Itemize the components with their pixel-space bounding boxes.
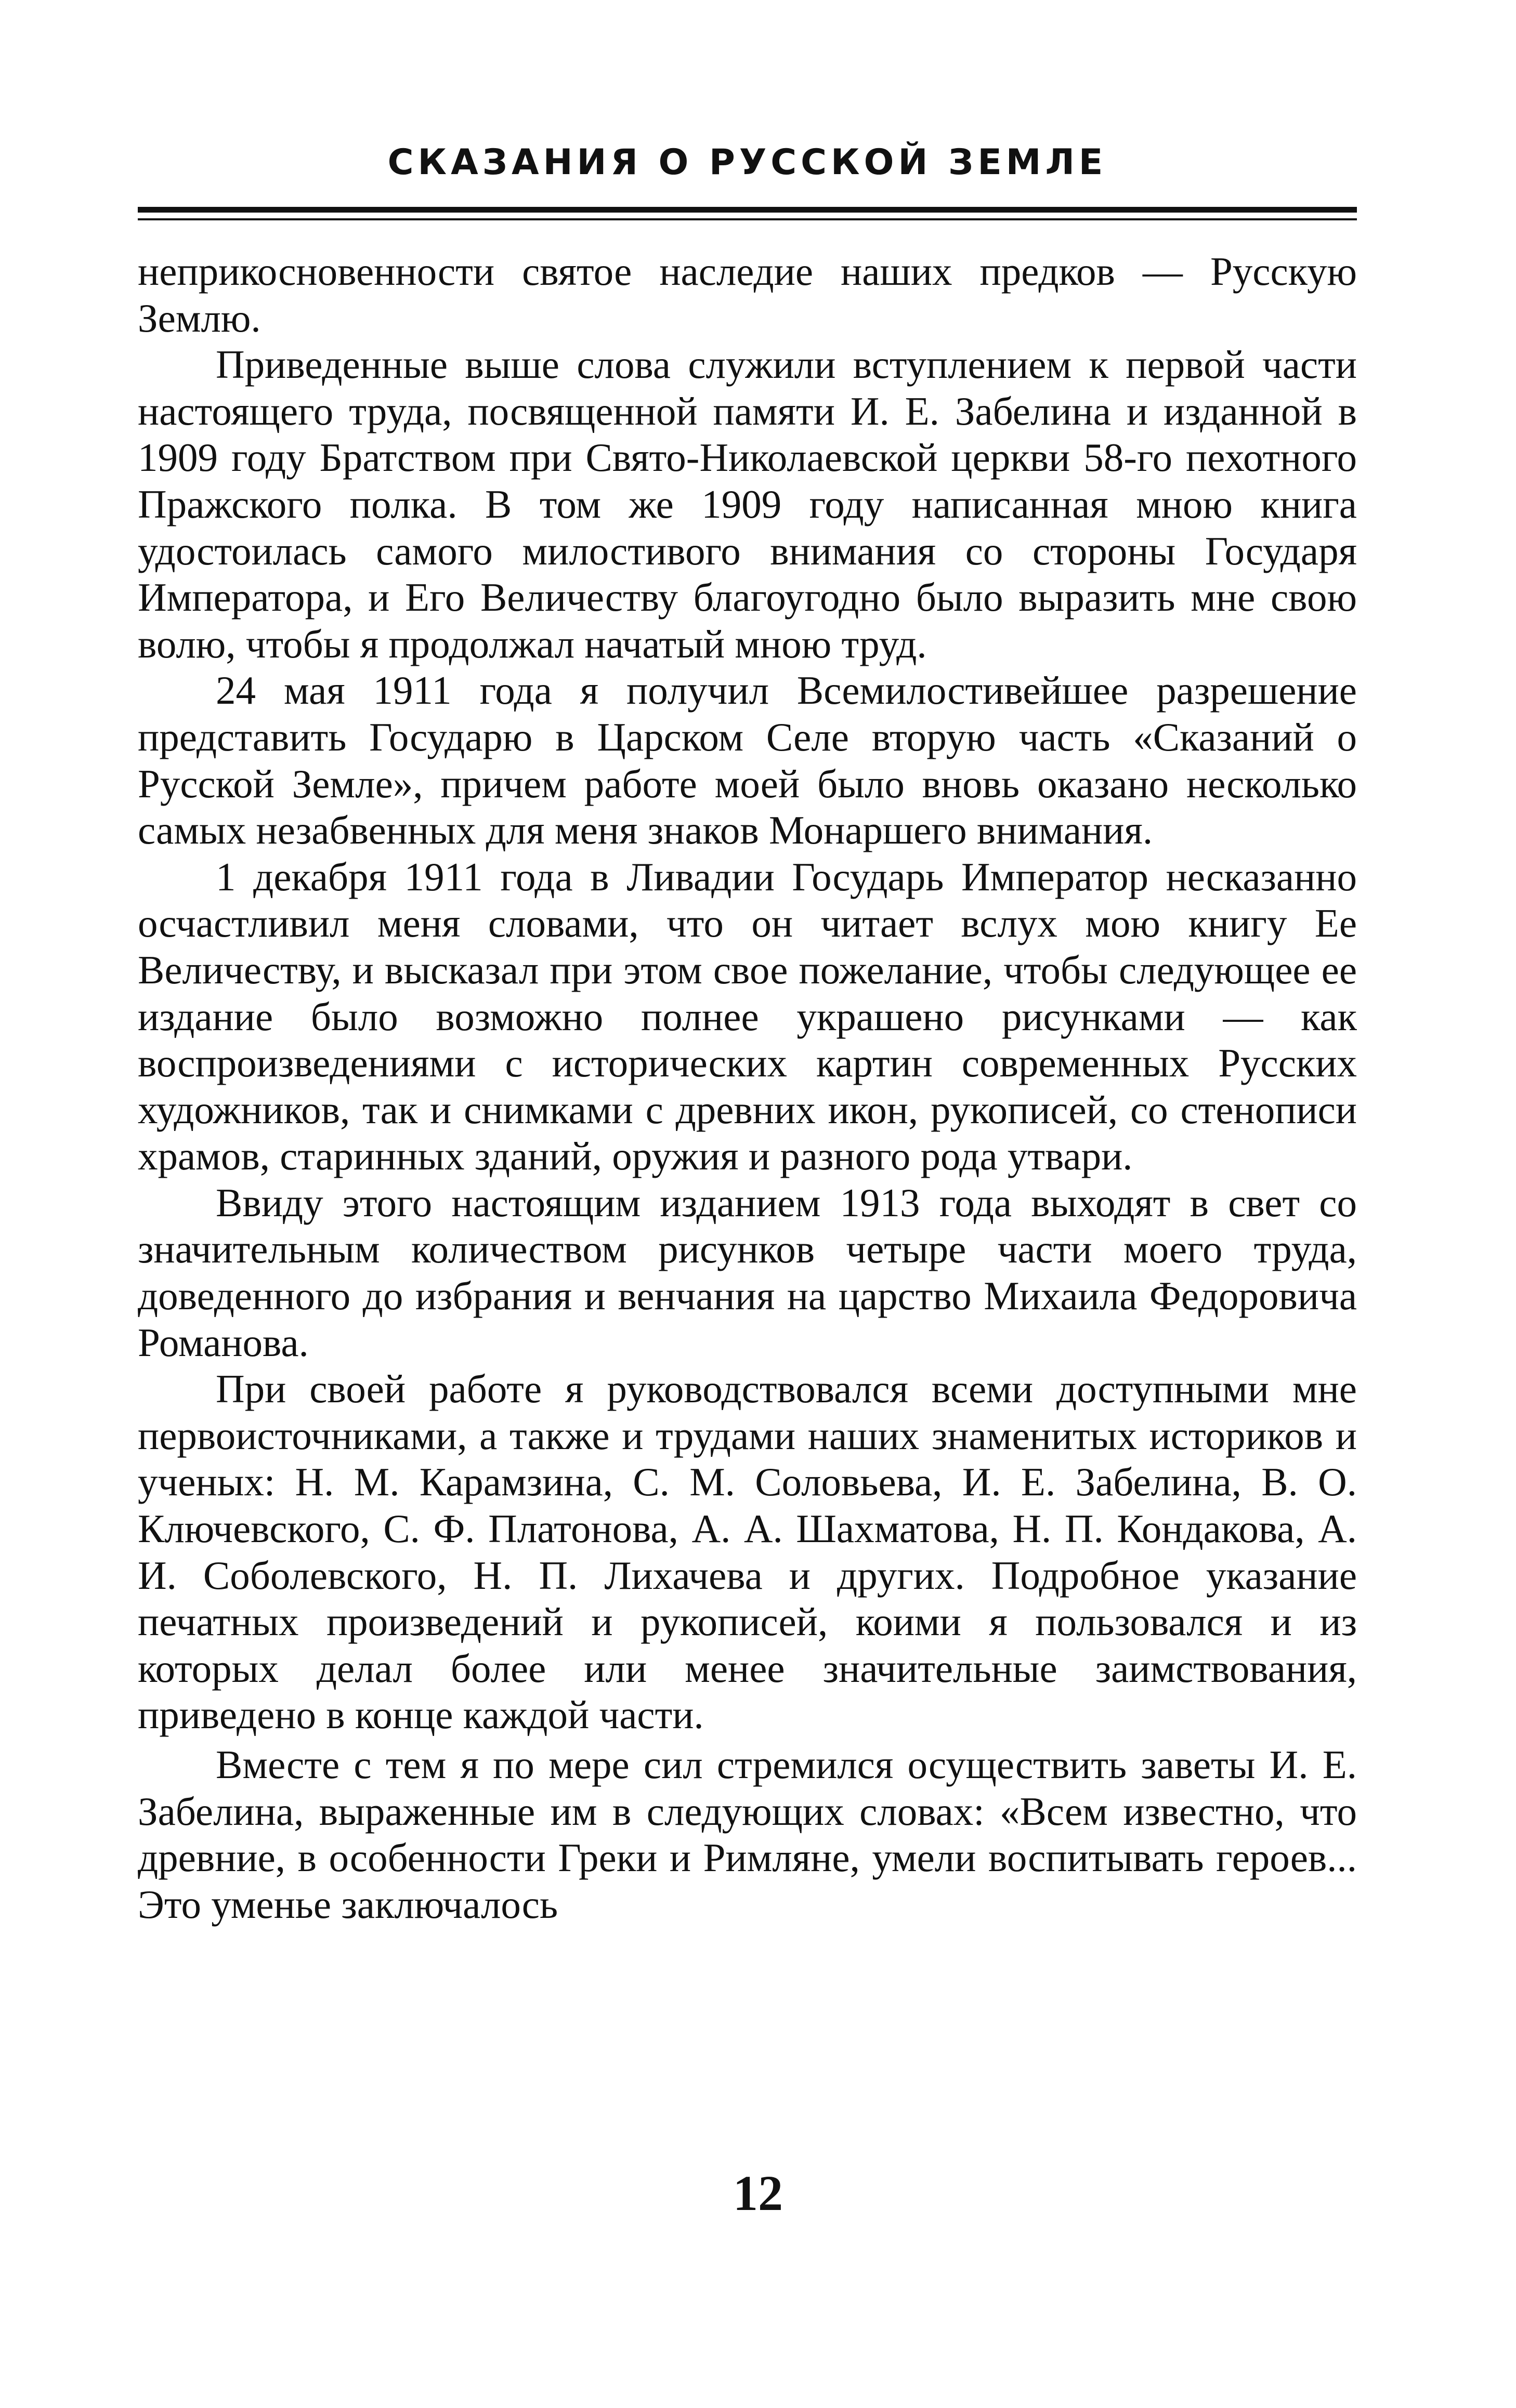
page-number: 12 bbox=[733, 2165, 783, 2221]
paragraph: Ввиду этого настоящим изданием 1913 года выходят в свет со значительным количеством рисунков четыре части моего труда, доведенного до избрания и венчания на царство Михаила Федоровича Романова. bbox=[138, 1180, 1357, 1365]
paragraph: Приведенные выше слова служили вступлением к первой части настоящего труда, посвященной памяти И. Е. Забелина и изданной в 1909 году Братством при Свято-Николаевской церкви 58-го пехотного Пражского полка. В том же 1909 году написанная мною книга удостоилась самого милостивого внимания со стороны Государя Императора, и Его Величеству благоугодно было выразить мне свою волю, чтобы я продолжал начатый мною труд. bbox=[138, 342, 1357, 666]
header-rule-thin bbox=[138, 218, 1357, 220]
paragraph: 1 декабря 1911 года в Ливадии Государь Император несказанно осчастливил меня словами, что он читает вслух мою книгу Ее Величеству, и высказал при этом свое пожелание, чтобы следующее ее издание было возможно полнее украшено рисунками — как воспроизведениями с исторических картин современных Русских художников, так и снимками с древних икон, рукописей, со стенописи храмов, старинных зданий, оружия и разного рода утвари. bbox=[138, 854, 1357, 1179]
header-rule-thick bbox=[138, 207, 1357, 213]
running-header-title: СКАЗАНИЯ О РУССКОЙ ЗЕМЛЕ bbox=[387, 142, 1107, 183]
paragraph: При своей работе я руководствовался всеми доступными мне первоисточниками, а также и трудами наших знаменитых историков и ученых: Н. М. Карамзина, С. М. Соловьева, И. Е. Забелина, В. О. Ключевского, С. Ф. Платонова, А. А. Шахматова, Н. П. Кондакова, А. И. Соболевского, Н. П. Лихачева и других. Подробное указание печатных произведений и рукописей, коими я пользовался и из которых делал более или менее значительные заимствования, приведено в конце каждой части. bbox=[138, 1366, 1357, 1738]
paragraph: Вместе с тем я по мере сил стремился осуществить заветы И. Е. Забелина, выраженные им в следующих словах: «Всем известно, что древние, в особенности Греки и Римляне, умели воспитывать героев... Это уменье заключалось bbox=[138, 1742, 1357, 1927]
body-text bbox=[138, 248, 1357, 2146]
paragraph-continued: неприкосновенности святое наследие наших предков — Русскую Землю. bbox=[138, 249, 1357, 340]
paragraph: 24 мая 1911 года я получил Всемилостивейшее разрешение представить Государю в Царском Селе вторую часть «Сказаний о Русской Земле», причем работе моей было вновь оказано несколько самых незабвенных для меня знаков Монаршего внимания. bbox=[138, 668, 1357, 853]
